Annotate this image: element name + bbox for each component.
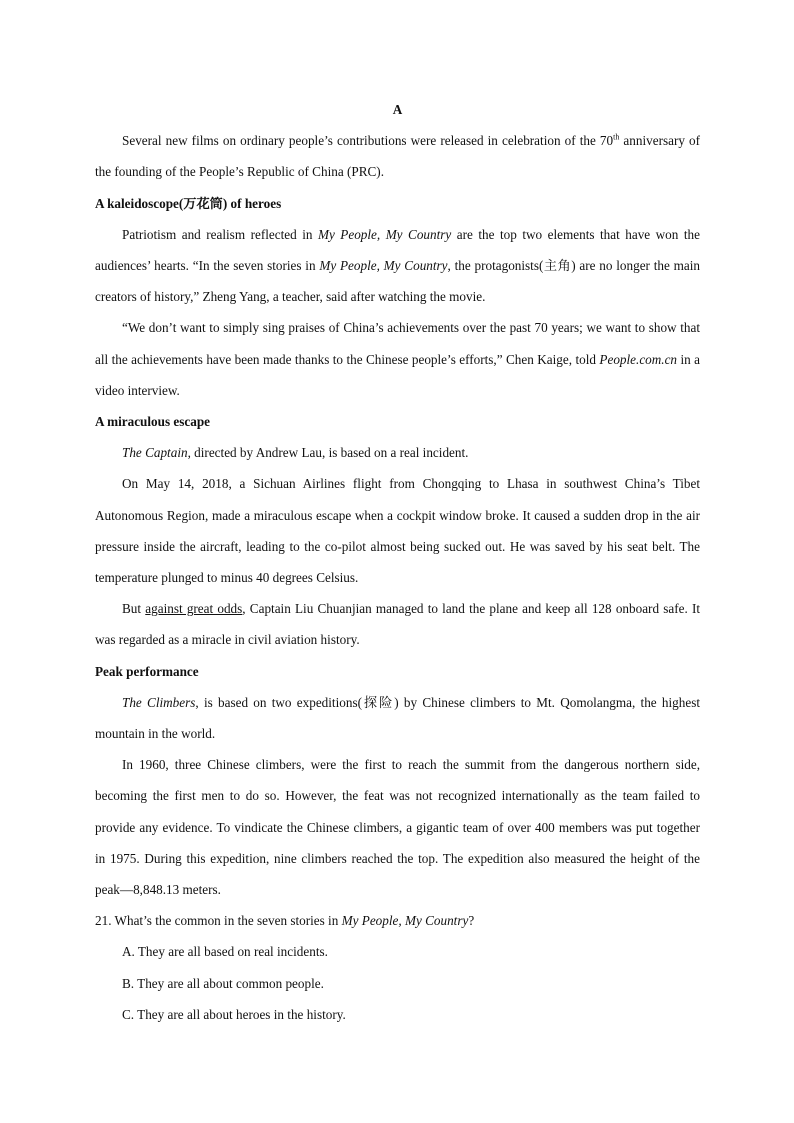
passage-title: A <box>392 102 403 117</box>
s1-text-d: “We don’t want to simply sing praises of China’s achievements over the past 70 years; we want to show that all the achievements have been made thanks to the Chinese people’s efforts,” Chen Kaige, told <box>95 320 700 367</box>
s3-text-a: , is based on two expeditions(探险) by Chinese climbers to Mt. Qomolangma, the highest mountain in the world. <box>95 694 701 742</box>
film-title-my-people-2: My People, My Country <box>319 258 448 274</box>
document-page <box>95 94 700 1030</box>
s1-text-e: in a video interview. <box>95 351 700 398</box>
section-heading-kaleidoscope: A kaleidoscope(万花筒) of heroes <box>95 195 282 211</box>
intro-paragraph <box>95 125 700 187</box>
question-stem <box>95 905 700 936</box>
s1-text-a: Patriotism and realism reflected in <box>122 226 318 242</box>
s1-text-b: are the top two elements that have won the audiences’ hearts. “In the seven stories in <box>95 226 700 274</box>
section-heading-peak: Peak performance <box>95 663 199 679</box>
intro-text-2: anniversary of the founding of the People’s Republic of China (PRC). <box>95 133 701 180</box>
section2-paragraph-1 <box>95 437 700 468</box>
section1-paragraph-2 <box>95 312 700 406</box>
film-title-captain: The Captain <box>122 445 188 461</box>
section3-paragraph-1 <box>95 687 700 749</box>
option-a[interactable]: A. They are all based on real incidents. <box>122 944 328 960</box>
section3-paragraph-2: In 1960, three Chinese climbers, were the first to reach the summit from the dangerous northern side, becoming the first men to do so. However, the feat was not recognized internationally as the team failed to provide any evidence. To vindicate the Chinese climbers, a gigantic team of over 400 members was put together in 1975. During this expedition, nine climbers reached the top. The expedition also measured the height of the peak—8,848.13 meters. <box>95 757 700 898</box>
section2-paragraph-2: On May 14, 2018, a Sichuan Airlines flight from Chongqing to Lhasa in southwest China’s Tibet Autonomous Region, made a miraculous escape when a cockpit window broke. It caused a sudden drop in the air pressure inside the aircraft, leading to the co-pilot almost being sucked out. He was saved by his seat belt. The temperature plunged to minus 40 degrees Celsius. <box>95 476 700 586</box>
s1-text-c: , the protagonists(主角) are no longer the main creators of history,” Zheng Yang, a teacher, said after watching the movie. <box>95 258 700 305</box>
option-c[interactable]: C. They are all about heroes in the history. <box>122 1006 346 1022</box>
film-title-my-people: My People, My Country <box>317 226 452 242</box>
intro-superscript: th <box>613 132 620 142</box>
s2-text-c: , Captain Liu Chuanjian managed to land the plane and keep all 128 onboard safe. It was regarded as a miracle in civil aviation history. <box>95 601 701 648</box>
intro-text-1: Several new films on ordinary people’s contributions were released in celebration of the 70 <box>122 133 614 149</box>
film-title-climbers: The Climbers <box>122 694 196 710</box>
question-text-a: 21. What’s the common in the seven stories in <box>95 913 342 929</box>
question-film-title: My People, My Country <box>341 913 469 929</box>
website-name: People.com.cn <box>599 351 678 367</box>
s2-text-a: , directed by Andrew Lau, is based on a real incident. <box>187 445 469 461</box>
option-b[interactable]: B. They are all about common people. <box>122 975 324 991</box>
section2-paragraph-3 <box>95 593 700 655</box>
underlined-phrase: against great odds <box>145 601 243 617</box>
s2-text-b: But <box>122 601 146 617</box>
section1-paragraph-1 <box>95 219 700 313</box>
question-text-b: ? <box>468 913 475 929</box>
section-heading-escape: A miraculous escape <box>95 414 211 430</box>
